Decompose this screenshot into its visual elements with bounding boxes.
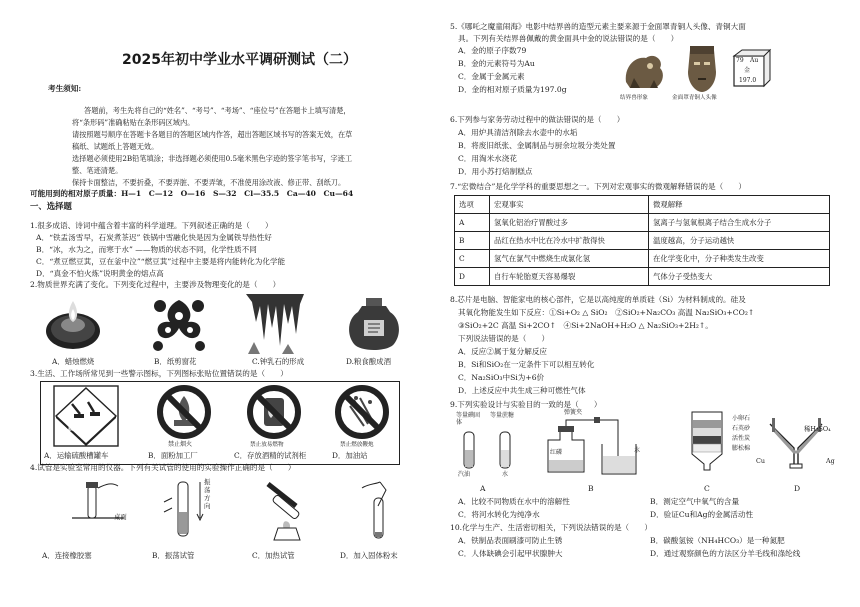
q7-cell: A <box>455 214 490 232</box>
candle-image <box>42 295 104 353</box>
q3-option-c: C．存放酒精的试剂柜 <box>234 451 307 460</box>
q9-letter-b: B <box>588 484 594 493</box>
q6-stem: 6.下列参与家务劳动过程中的做法错误的是（ ） <box>450 115 625 124</box>
q8-line-3: ③SiO₂+2C 高温 Si+2CO↑ ④Si+2NaOH+H₂O △ Na₂SiO₃+2H₂↑。 <box>458 321 713 330</box>
q9-label-gasoline: 汽油 <box>458 471 471 478</box>
q3-stem: 3.生活、工作场所常见到一些警示图标，下列图标张贴位置错误的是（ ） <box>30 369 288 378</box>
q7-header-fact: 宏观事实 <box>490 196 649 214</box>
q5-option-b: B．金的元素符号为Au <box>458 59 535 68</box>
bronze-head-image <box>682 42 722 94</box>
q3-option-b: B．面粉加工厂 <box>148 451 198 460</box>
oxygen-test-setup-image <box>540 416 644 478</box>
q2-option-a: A．蜡烛燃烧 <box>52 357 95 366</box>
q7-cell: 氢离子与氢氧根离子结合生成水分子 <box>649 214 830 232</box>
q10-option-c: C．人体缺碘会引起甲状腺肿大 <box>458 549 563 558</box>
notice-line: 请按照题号顺序在答题卡各题目的答题区域内作答，超出答题区域书写的答案无效，在草 <box>72 130 353 139</box>
q9-label-acid: 稀H₂SO₄ <box>804 425 831 433</box>
q9-option-b: B．测定空气中氧气的含量 <box>650 497 740 506</box>
q9-stem: 9.下列实验设计与实验目的一致的是（ ） <box>450 400 602 409</box>
exam-title: 2025年初中学业水平调研测试（二） <box>122 52 357 68</box>
shake-direction-label: 振荡方向 <box>204 478 211 510</box>
q5-stem-2: 具。下列有关结界兽佩戴的黄金面具中金的说法错误的是（ ） <box>458 34 679 43</box>
guardian-beast-image <box>620 48 668 92</box>
q3-option-a: A．运输硫酸槽罐车 <box>44 451 109 460</box>
q4-option-a: A．连接橡胶塞 <box>42 551 92 560</box>
q7-header-explanation: 微观解释 <box>649 196 830 214</box>
q1-option-b: B．“冰，水为之，而寒于水” ——物质的状态不同，化学性质不同 <box>36 245 257 254</box>
q1-option-a: A．“铁盂汤雪早，石炭煮茶迟” 铁锅中雪融化快是因为金属铁导热性好 <box>36 233 272 242</box>
q10-option-b: B．碳酸氢铵（NH₄HCO₃）是一种氮肥 <box>650 536 785 545</box>
no-firecrackers-sign-text: 禁止燃放鞭炮 <box>340 442 374 448</box>
q1-option-d: D．“真金不怕火炼”说明黄金的熔点高 <box>36 269 164 278</box>
notice-heading: 考生须知: <box>48 84 82 93</box>
q6-option-c: C．用淘米水浇花 <box>458 154 517 163</box>
q10-stem: 10.化学与生产、生活密切相关，下列说法错误的是（ ） <box>450 523 652 532</box>
notice-line: 答题前，考生先将自己的“姓名”、“考号”、“考场”、“座位号”在答题卡上填写清楚， <box>84 106 351 115</box>
q8-option-d: D．上述反应中共生成三种可燃性气体 <box>458 386 586 395</box>
q9-label-carbon: 活性炭 <box>732 435 751 442</box>
q8-option-c: C．Na₂SiO₃中Si为+6价 <box>458 373 545 382</box>
table-row <box>455 214 830 232</box>
q7-header-row <box>455 196 830 214</box>
corrosive-sign-text: 腐蚀品 <box>68 424 88 432</box>
no-flammable-sign <box>242 384 306 448</box>
q9-label-sand: 石英砂 <box>732 425 751 432</box>
q8-line-1: 8.芯片是电脑、智能家电的核心部件，它是以高纯度的单质硅（Si）为材料制成的。硅及 <box>450 295 746 304</box>
q9-letter-c: C <box>704 484 710 493</box>
q7-cell: B <box>455 232 490 250</box>
q8-line-4: 下列说法错误的是（ ） <box>458 334 550 343</box>
q7-cell: 气体分子受热变大 <box>649 268 830 286</box>
q7-stem: 7.“宏微结合”是化学学科的重要思想之一。下列对宏观事实的微观解释错误的是（ ） <box>450 182 746 191</box>
q7-cell: 品红在热水中比在冷水中扩散得快 <box>490 232 649 250</box>
q9-label-iodine: 等量碘固体 <box>456 412 481 426</box>
gold-mass: 197.0 <box>739 77 757 84</box>
paper-cut-image <box>146 294 212 354</box>
q7-cell: 氢气在氯气中燃烧生成氯化氢 <box>490 250 649 268</box>
q2-option-b: B．纸剪窗花 <box>154 357 197 366</box>
q7-cell: C <box>455 250 490 268</box>
q9-label-water: 水 <box>502 471 509 478</box>
left-column <box>28 0 436 607</box>
atomic-masses: 可能用到的相对原子质量：H—1 C—12 O—16 S—32 Cl—35.5 Ca—40 Cu—64 <box>30 189 354 198</box>
q7-cell: 氢氧化铝治疗胃酸过多 <box>490 214 649 232</box>
no-fire-sign-text: 禁止烟火 <box>168 441 193 448</box>
q9-option-c: C．将河水转化为纯净水 <box>458 510 540 519</box>
right-column <box>450 0 850 607</box>
desk-label: 桌面 <box>114 513 127 521</box>
q6-option-d: D．用小苏打焙制糕点 <box>458 167 533 176</box>
q4-stem: 4.试管是实验室常用的仪器。下列有关试管的使用的实验操作正确的是（ ） <box>30 463 296 472</box>
q7-cell: 自行车轮胎夏天容易爆裂 <box>490 268 649 286</box>
no-fire-sign <box>152 384 216 448</box>
q6-option-b: B．将废旧纸张、金属制品与厨余垃圾分类处置 <box>458 141 616 150</box>
notice-line: 整、笔迹清楚。 <box>72 166 123 175</box>
q2-stem: 2.物质世界充满了变化。下列变化过程中，主要涉及物理变化的是（ ） <box>30 280 281 289</box>
notice-line: 保持卡面整洁，不要折叠，不要弄脏、不要弄皱，不准使用涂改液、修正带、刮纸刀。 <box>72 178 346 187</box>
gold-name: 金 <box>744 67 751 74</box>
q10-option-a: A．铁制品表面刷漆可防止生锈 <box>458 536 563 545</box>
guardian-caption: 结界兽形象 <box>620 95 648 101</box>
bronze-head-caption: 金面罩青铜人头像 <box>672 95 717 101</box>
q9-label-cu: Cu <box>756 457 766 465</box>
q9-label-phosphorus: 红磷 <box>550 449 563 456</box>
notice-line: 选择题必须使用2B铅笔填涂；非选择题必须使用0.5毫米黑色字迹的签字笔书写，字迹工 <box>72 154 353 163</box>
corrosive-sign <box>52 384 120 448</box>
q1-stem: 1.很多成语、诗词中蕴含着丰富的科学道理。下列叙述正确的是（ ） <box>30 221 273 230</box>
q9-letter-d: D <box>794 484 801 493</box>
table-row <box>455 232 830 250</box>
heat-tube-image <box>256 478 318 542</box>
q9-label-cotton: 膨松棉 <box>732 445 751 452</box>
q9-option-a: A．比较不同物质在水中的溶解性 <box>458 497 570 506</box>
q5-option-a: A．金的原子序数79 <box>458 46 527 55</box>
add-powder-image <box>350 478 410 542</box>
q7-cell: 温度越高，分子运动越快 <box>649 232 830 250</box>
q5-stem-1: 5.《哪吒之魔童闹海》电影中结界兽的造型元素主要来源于金面罩青铜人头像、青铜大面 <box>450 22 746 31</box>
q2-option-c: C.钟乳石的形成 <box>252 357 305 366</box>
q7-cell: 在化学变化中，分子种类发生改变 <box>649 250 830 268</box>
q9-letter-a: A <box>480 484 486 493</box>
q1-option-c: C．“煮豆燃豆萁，豆在釜中泣”“燃豆萁”过程中主要是将内能转化为化学能 <box>36 257 286 266</box>
q9-option-d: D．验证Cu和Ag的金属活动性 <box>650 510 754 519</box>
q8-line-2: 其氧化物能发生如下反应：①Si+O₂ △ SiO₂ ②SiO₂+Na₂CO₃ 高温 Na₂SiO₃+CO₂↑ <box>458 308 755 317</box>
q10-option-d: D．通过观察颜色的方法区分羊毛线和涤纶线 <box>650 549 801 558</box>
q6-option-a: A．用炉具清洁剂除去水壶中的水垢 <box>458 128 578 137</box>
water-filter-image <box>686 410 730 472</box>
q3-option-d: D．加油站 <box>332 451 368 460</box>
q5-option-c: C．金属于金属元素 <box>458 72 525 81</box>
q7-table <box>454 195 830 286</box>
q2-option-d: D.粮食酿成酒 <box>346 357 391 366</box>
wine-jar-image <box>344 294 404 354</box>
stalactite-image <box>242 294 308 354</box>
table-row <box>455 250 830 268</box>
section-title: 一、选择题 <box>30 201 72 211</box>
q4-option-c: C．加热试管 <box>252 551 295 560</box>
notice-line: 将“条形码”准确粘贴在条形码区域内。 <box>72 118 195 127</box>
connect-stopper-image <box>68 478 128 542</box>
q8-option-a: A．反应②属于复分解反应 <box>458 347 548 356</box>
q4-option-d: D．加入固体粉末 <box>340 551 398 560</box>
q5-option-d: D．金的相对原子质量为197.0g <box>458 85 567 94</box>
solubility-setup-image <box>454 428 534 476</box>
no-flammable-sign-text: 禁止放易燃物 <box>250 442 284 448</box>
gold-atomic-number: 79 <box>736 57 744 64</box>
q9-label-water-b: 水 <box>634 447 641 454</box>
gold-symbol: Au <box>750 57 759 64</box>
no-firecrackers-sign <box>330 384 394 448</box>
q7-cell: D <box>455 268 490 286</box>
q9-label-ag: Ag <box>826 457 835 465</box>
table-row <box>455 268 830 286</box>
q9-label-clamp: 弹簧夹 <box>564 409 583 416</box>
q9-label-sucrose: 等量蔗糖 <box>490 412 515 419</box>
notice-line: 稿纸、试题纸上答题无效。 <box>72 142 159 151</box>
q7-header-option: 选项 <box>455 196 490 214</box>
q9-label-pebbles: 小卵石 <box>732 415 751 422</box>
q8-option-b: B．Si和SiO₂在一定条件下可以相互转化 <box>458 360 595 369</box>
q4-option-b: B．振荡试管 <box>152 551 195 560</box>
